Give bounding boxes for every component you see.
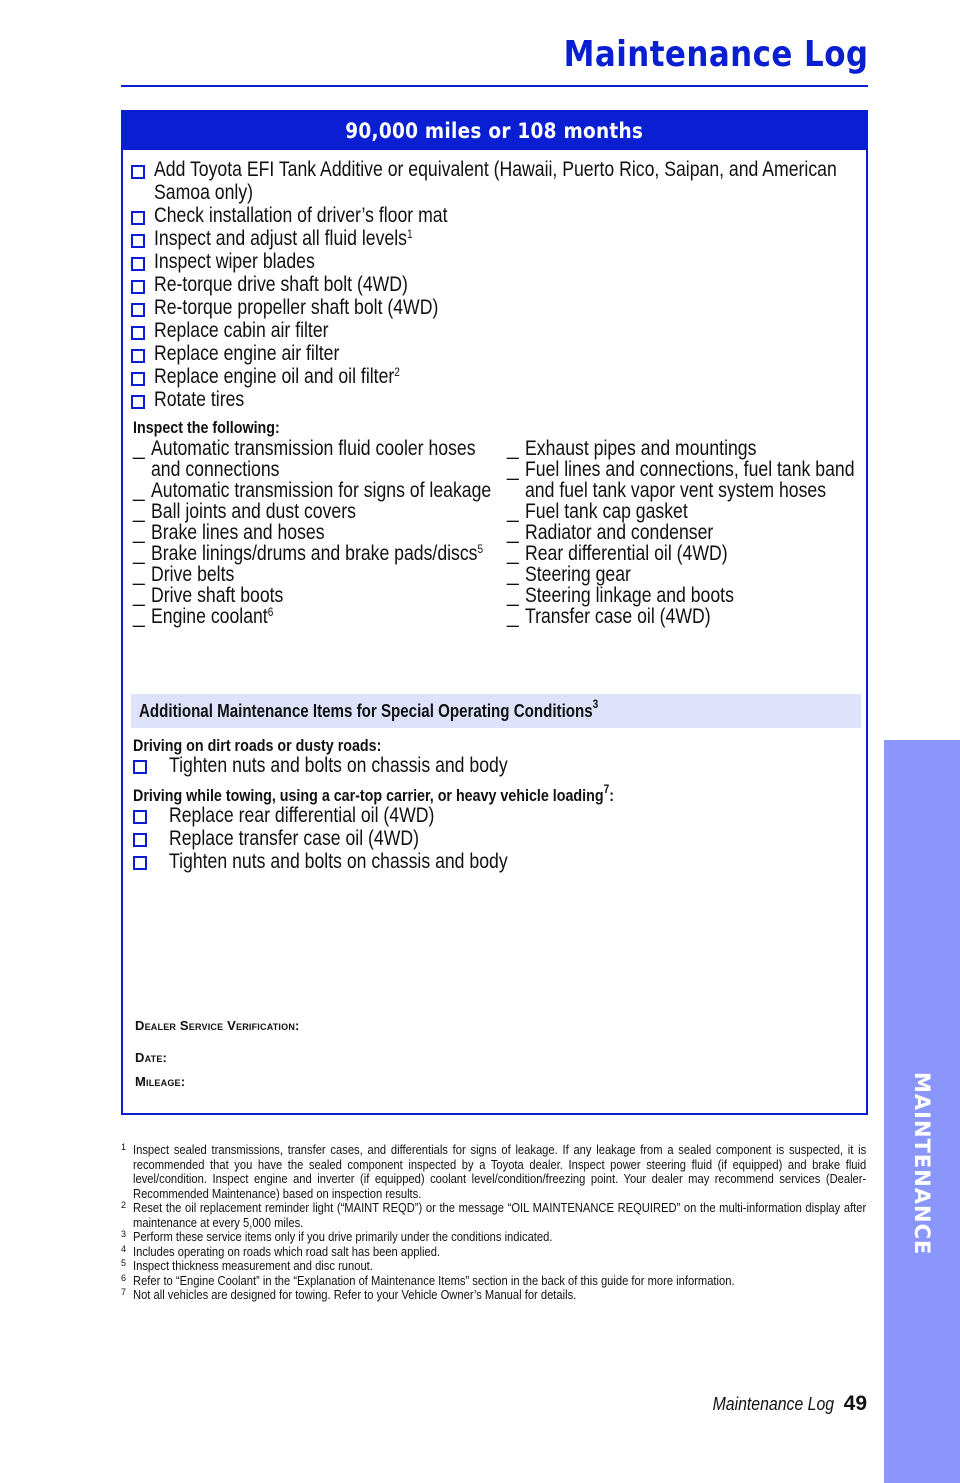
bullet-dash: _ xyxy=(133,605,145,628)
inspect-item xyxy=(133,480,493,501)
task-label xyxy=(154,273,861,296)
task-list xyxy=(131,158,861,411)
inspect-text: Radiator and condenser xyxy=(525,521,714,544)
inspect-label xyxy=(151,564,493,585)
checkbox[interactable] xyxy=(131,257,145,271)
inspect-item xyxy=(507,543,867,564)
task-item xyxy=(131,296,861,319)
task-label xyxy=(154,342,861,365)
inspect-label xyxy=(151,501,493,522)
task-text: Re-torque drive shaft bolt (4WD) xyxy=(154,273,408,296)
page-number: 49 xyxy=(843,1392,867,1415)
footnote-ref: 6 xyxy=(267,605,274,619)
inspect-item xyxy=(133,438,493,480)
footnotes xyxy=(121,1143,868,1303)
interval-heading xyxy=(123,112,866,150)
maintenance-box xyxy=(121,110,868,1115)
inspect-text: Ball joints and dust covers xyxy=(151,500,356,523)
bullet-dash: _ xyxy=(133,563,145,586)
footnote-text: Includes operating on roads which road salt has been applied. xyxy=(133,1243,441,1259)
inspect-text: Steering gear xyxy=(525,563,631,586)
inspect-item xyxy=(507,564,867,585)
inspect-label xyxy=(151,480,493,501)
inspect-text: Rear differential oil (4WD) xyxy=(525,542,728,565)
inspect-item xyxy=(133,585,493,606)
task-label xyxy=(154,388,861,411)
task-text: Rotate tires xyxy=(154,388,245,411)
dealer-verification-label: Dealer Service Verification: xyxy=(135,1018,300,1033)
inspect-label xyxy=(525,543,867,564)
task-text: Add Toyota EFI Tank Additive or equivalent (Hawaii, Puerto Rico, Saipan, and American Samoa only) xyxy=(154,158,837,204)
bullet-dash: _ xyxy=(507,584,519,607)
inspect-text: Fuel lines and connections, fuel tank band and fuel tank vapor vent system hoses xyxy=(525,458,855,502)
checkbox[interactable] xyxy=(133,856,147,870)
inspect-label xyxy=(525,438,867,459)
inspect-label xyxy=(525,606,867,627)
date-label: Date: xyxy=(135,1050,168,1065)
inspect-label xyxy=(151,522,493,543)
inspect-label xyxy=(151,438,493,480)
footer-label: Maintenance Log xyxy=(712,1394,834,1414)
inspect-label xyxy=(525,522,867,543)
inspect-item xyxy=(507,585,867,606)
checkbox[interactable] xyxy=(133,833,147,847)
bullet-dash: _ xyxy=(133,542,145,565)
inspect-item xyxy=(133,522,493,543)
task-item xyxy=(131,319,861,342)
inspect-label xyxy=(151,606,493,627)
task-label xyxy=(154,204,861,227)
checkbox[interactable] xyxy=(131,395,145,409)
inspect-text: Transfer case oil (4WD) xyxy=(525,605,711,628)
bullet-dash: _ xyxy=(133,584,145,607)
inspect-item xyxy=(133,564,493,585)
footnote-text: Perform these service items only if you drive primarily under the conditions indicated. xyxy=(133,1229,553,1244)
inspect-item xyxy=(507,522,867,543)
bullet-dash: _ xyxy=(133,500,145,523)
page-title: Maintenance Log xyxy=(563,34,868,75)
inspect-label xyxy=(525,501,867,522)
inspect-label xyxy=(525,585,867,606)
footnote xyxy=(121,1230,868,1245)
special-conditions-heading xyxy=(131,694,861,728)
checkbox[interactable] xyxy=(131,165,145,179)
inspect-text: Steering linkage and boots xyxy=(525,584,734,607)
section-tab-label: MAINTENANCE xyxy=(910,1072,934,1256)
task-label xyxy=(154,250,861,273)
special-heading-sup: 3 xyxy=(592,696,599,711)
inspect-text: Brake linings/drums and brake pads/discs xyxy=(151,542,478,565)
task-item xyxy=(131,365,861,388)
dirt-roads-heading-text: Driving on dirt roads or dusty roads: xyxy=(133,736,382,755)
task-label xyxy=(154,296,861,319)
task-label xyxy=(154,365,861,388)
special-task-label: Tighten nuts and bolts on chassis and body xyxy=(169,754,508,777)
dirt-roads-heading xyxy=(133,736,429,756)
special-task-label: Replace rear differential oil (4WD) xyxy=(169,804,435,827)
footnote-ref: 1 xyxy=(406,227,413,241)
bullet-dash: _ xyxy=(133,521,145,544)
checkbox[interactable] xyxy=(131,211,145,225)
footnote xyxy=(121,1288,868,1303)
special-heading-text: Additional Maintenance Items for Special Operating Conditions xyxy=(139,700,593,721)
task-label xyxy=(154,319,861,342)
checkbox[interactable] xyxy=(133,760,147,774)
inspect-heading xyxy=(133,418,308,438)
inspect-text: Automatic transmission for signs of leakage xyxy=(151,479,492,502)
inspect-item xyxy=(507,438,867,459)
footnote-number: 7 xyxy=(121,1287,127,1297)
inspect-item xyxy=(507,606,867,627)
footnote-number: 3 xyxy=(121,1229,127,1239)
inspect-item xyxy=(507,501,867,522)
checkbox[interactable] xyxy=(133,810,147,824)
checkbox[interactable] xyxy=(131,372,145,386)
task-item xyxy=(131,250,861,273)
special-task-label: Tighten nuts and bolts on chassis and body xyxy=(169,850,508,873)
task-text: Replace cabin air filter xyxy=(154,319,329,342)
towing-heading-colon: : xyxy=(609,786,614,805)
inspect-list-left xyxy=(133,438,493,627)
inspect-item xyxy=(133,501,493,522)
inspect-item xyxy=(133,606,493,627)
footnote-number: 5 xyxy=(121,1258,127,1268)
page-footer xyxy=(696,1392,867,1416)
footnote-number: 4 xyxy=(121,1243,127,1254)
bullet-dash: _ xyxy=(507,563,519,586)
footnote-ref: 5 xyxy=(477,542,484,556)
footnote-ref: 2 xyxy=(394,365,400,379)
checkbox[interactable] xyxy=(131,234,145,248)
footnote xyxy=(121,1274,868,1289)
task-text: Inspect and adjust all fluid levels xyxy=(154,227,407,250)
towing-heading-text: Driving while towing, using a car-top carrier, or heavy vehicle loading xyxy=(133,786,604,805)
task-item xyxy=(131,342,861,365)
task-text: Replace engine air filter xyxy=(154,342,340,365)
inspect-text: Automatic transmission fluid cooler hoses and connections xyxy=(151,437,476,481)
footnote-text: Inspect thickness measurement and disc runout. xyxy=(133,1258,373,1273)
footnote-text: Reset the oil replacement reminder light (“MAINT REQD”) or the message “OIL MAINTENANCE REQUIRED” on the multi-information display after maintenance at every 5,000 miles. xyxy=(133,1200,867,1230)
inspect-text: Engine coolant xyxy=(151,605,268,628)
towing-heading xyxy=(133,782,706,806)
checkbox[interactable] xyxy=(131,280,145,294)
checkbox[interactable] xyxy=(131,303,145,317)
inspect-label xyxy=(151,543,493,564)
footnote-number: 1 xyxy=(121,1142,127,1152)
inspect-label xyxy=(151,585,493,606)
bullet-dash: _ xyxy=(507,605,519,628)
footnote-text: Not all vehicles are designed for towing. Refer to your Vehicle Owner’s Manual for details. xyxy=(133,1287,577,1302)
bullet-dash: _ xyxy=(507,521,519,544)
inspect-text: Fuel tank cap gasket xyxy=(525,500,688,523)
footnote xyxy=(121,1245,868,1260)
task-label xyxy=(154,227,861,250)
task-item xyxy=(131,158,861,204)
title-rule xyxy=(121,85,868,87)
bullet-dash: _ xyxy=(507,437,519,460)
bullet-dash: _ xyxy=(507,500,519,523)
footnote xyxy=(121,1201,868,1230)
inspect-label xyxy=(525,459,867,501)
inspect-text: Drive shaft boots xyxy=(151,584,284,607)
task-text: Re-torque propeller shaft bolt (4WD) xyxy=(154,296,439,319)
inspect-label xyxy=(525,564,867,585)
footnote-number: 2 xyxy=(121,1200,127,1210)
footnote-text: Inspect sealed transmissions, transfer cases, and differentials for signs of leakage. If any leakage from a sealed component is suspected, it is recommended that you have the sealed component inspected by a Toyota dealer. Inspect power steering fluid (if equipped) and brake fluid level/condition. Inspect engine and inverter (if equipped) coolant level/condition/freezing point. Your dealer may recommend services (Dealer-Recommended Maintenance) based on inspection results. xyxy=(133,1142,867,1201)
bullet-dash: _ xyxy=(507,542,519,565)
task-text: Inspect wiper blades xyxy=(154,250,315,273)
towing-heading-sup: 7 xyxy=(603,782,610,796)
task-label xyxy=(154,158,861,204)
footnote-text: Refer to “Engine Coolant” in the “Explanation of Maintenance Items” section in the back of this guide for more information. xyxy=(133,1272,735,1288)
task-item xyxy=(131,388,861,411)
inspect-text: Exhaust pipes and mountings xyxy=(525,437,757,460)
task-text: Replace engine oil and oil filter xyxy=(154,365,395,388)
inspect-text: Drive belts xyxy=(151,563,235,586)
checkbox[interactable] xyxy=(131,326,145,340)
task-item xyxy=(131,273,861,296)
bullet-dash: _ xyxy=(133,479,145,502)
inspect-text: Brake lines and hoses xyxy=(151,521,325,544)
inspect-item xyxy=(133,543,493,564)
inspect-heading-text: Inspect the following: xyxy=(133,418,280,437)
interval-heading-text: 90,000 miles or 108 months xyxy=(345,119,644,143)
footnote xyxy=(121,1259,868,1274)
special-task-label: Replace transfer case oil (4WD) xyxy=(169,827,419,850)
mileage-label: Mileage: xyxy=(135,1074,186,1089)
bullet-dash: _ xyxy=(507,458,519,481)
checkbox[interactable] xyxy=(131,349,145,363)
task-text: Check installation of driver’s floor mat xyxy=(154,204,448,227)
footnote xyxy=(121,1143,868,1201)
footnote-number: 6 xyxy=(121,1272,127,1283)
bullet-dash: _ xyxy=(133,437,145,460)
inspect-list-right xyxy=(507,438,867,627)
task-item xyxy=(131,204,861,227)
task-item xyxy=(131,227,861,250)
inspect-item xyxy=(507,459,867,501)
